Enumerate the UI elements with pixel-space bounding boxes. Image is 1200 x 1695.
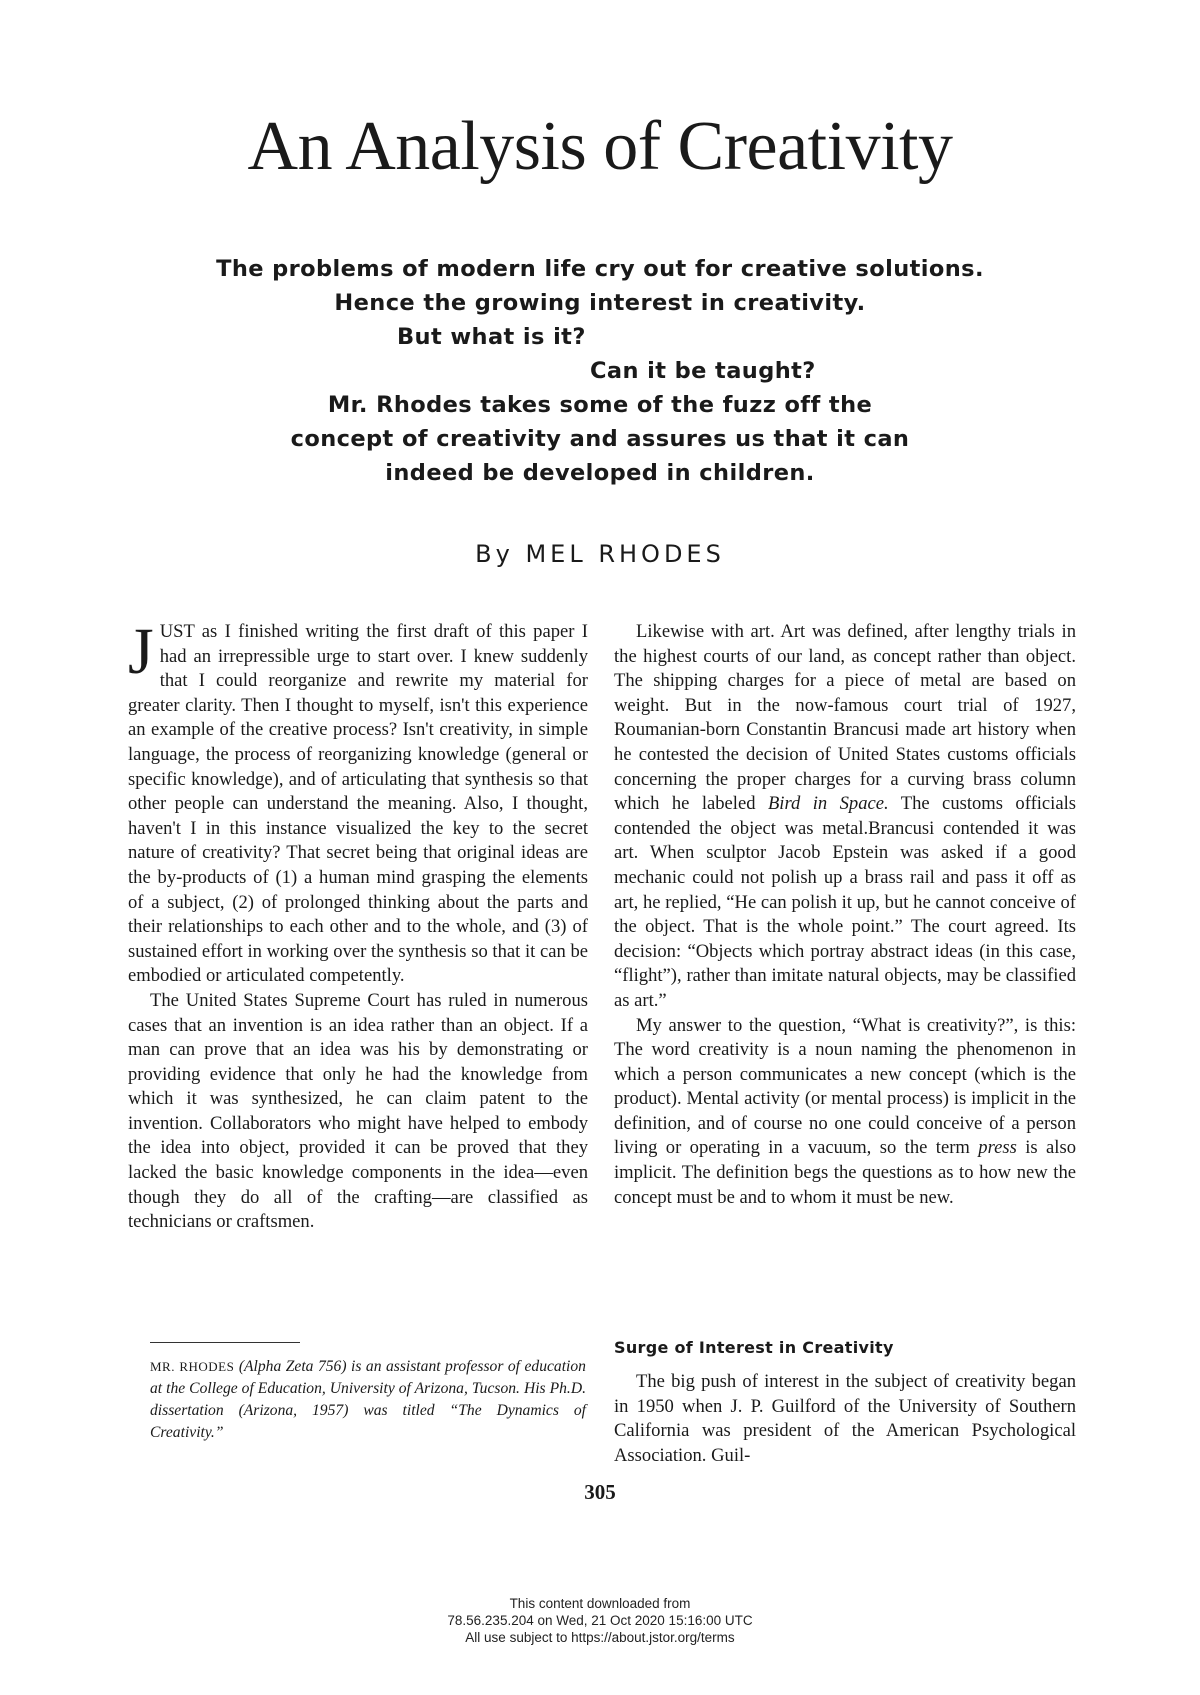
deck-line-4: Can it be taught? bbox=[590, 358, 816, 384]
paragraph-3-text-a: Likewise with art. Art was defined, after lengthy trials in the highest courts of our land, as concept rather than object. The shipping charges for a piece of metal are based on weight. But in the now-famous court trial of 1927, Roumanian-born Constantin Brancusi made art history when he contested the decision of United States customs officials concerning the proper charges for a curving brass column which he labeled bbox=[614, 621, 1076, 815]
author-byline: By MEL RHODES bbox=[475, 540, 725, 568]
article-deck bbox=[0, 252, 1200, 490]
right-column bbox=[614, 620, 1076, 1210]
paragraph-4-text-b: is also implicit. The definition begs the questions as to how new the concept must be and to whom it must be new. bbox=[614, 1137, 1076, 1208]
paragraph-1-text: UST as I finished writing the first draft of this paper I had an irrepressible urge to start over. I knew suddenly that I could reorganize and rewrite my material for greater clarity. Then I thought to myself, isn't this experience an example of the creative process? Isn't creativity, in simple language, the process of reorganizing knowledge (general or specific knowledge), and of articulating that synthesis so that other people can understand the meaning. Also, I thought, haven't I in this instance visualized the key to the secret nature of creativity? That secret being that original ideas are the by-products of (1) a human mind grasping the elements of a subject, (2) of prolonged thinking about the parts and their relationships to each other and to the whole, and (3) of sustained effort in working over the synthesis so that it can be embodied or articulated competently. bbox=[128, 621, 588, 987]
artwork-title: Bird in Space. bbox=[767, 793, 889, 815]
drop-cap: J bbox=[128, 615, 154, 688]
left-column bbox=[128, 615, 588, 1235]
paragraph-3-text-b: The customs officials contended the object was metal.Brancusi contended it was art. When sculptor Jacob Epstein was asked if a good mechanic could not polish up a brass rail and pass it off as art, he replied, “He can polish it up, but he cannot conceive of the object. That is the whole point.” The court agreed. Its decision: “Objects which portray abstract ideas (in this case, “flight”), rather than imitate natural objects, may be classified as art.” bbox=[614, 793, 1077, 1011]
deck-line-6: concept of creativity and assures us that it can bbox=[290, 426, 910, 452]
deck-line-7: indeed be developed in children. bbox=[385, 460, 815, 486]
footer-line-1: This content downloaded from bbox=[509, 1596, 691, 1611]
page-number: 305 bbox=[584, 1480, 616, 1504]
term-press: press bbox=[978, 1137, 1017, 1159]
paragraph-5: The big push of interest in the subject of creativity began in 1950 when J. P. Guilford of the University of Southern California was president of the American Psychological Association. Guil- bbox=[614, 1371, 1076, 1466]
deck-line-1: The problems of modern life cry out for creative solutions. bbox=[216, 256, 984, 282]
deck-line-2: Hence the growing interest in creativity. bbox=[334, 290, 866, 316]
paragraph-1 bbox=[128, 615, 588, 989]
right-column-continued bbox=[614, 1370, 1076, 1468]
section-heading: Surge of Interest in Creativity bbox=[614, 1338, 894, 1357]
footer-line-3: All use subject to https://about.jstor.org/terms bbox=[465, 1630, 735, 1645]
author-footnote bbox=[150, 1356, 586, 1444]
footer-line-2: 78.56.235.204 on Wed, 21 Oct 2020 15:16:00 UTC bbox=[447, 1613, 753, 1628]
jstor-footer bbox=[0, 1595, 1200, 1646]
deck-line-3: But what is it? bbox=[397, 324, 586, 350]
footnote-author-name: MR. RHODES bbox=[150, 1359, 235, 1374]
article-title: An Analysis of Creativity bbox=[247, 108, 953, 185]
footnote-text: (Alpha Zeta 756) is an assistant professor of education at the College of Education, University of Arizona, Tucson. His Ph.D. dissertation (Arizona, 1957) was titled “The Dynamics of Creativity.” bbox=[150, 1358, 586, 1441]
paragraph-4-text-a: My answer to the question, “What is creativity?”, is this: The word creativity is a noun naming the phenomenon in which a person communicates a new concept (which is the product). Mental activity (or mental process) is implicit in the definition, and of course no one could conceive of a person living or operating in a vacuum, so the term bbox=[614, 1014, 1076, 1159]
footnote-divider bbox=[150, 1342, 300, 1343]
paragraph-4 bbox=[614, 1014, 1076, 1211]
paragraph-3 bbox=[614, 620, 1076, 1014]
deck-line-5: Mr. Rhodes takes some of the fuzz off the bbox=[327, 392, 873, 418]
paragraph-2: The United States Supreme Court has ruled in numerous cases that an invention is an idea rather than an object. If a man can prove that an idea was his by demonstrating or providing evidence that only he had the knowledge from which it was synthesized, he can claim patent to the invention. Collaborators who might have helped to embody the idea into object, provided it can be proved that they lacked the basic knowledge components in the idea—even though they do all of the crafting—are classified as technicians or craftsmen. bbox=[128, 989, 588, 1233]
